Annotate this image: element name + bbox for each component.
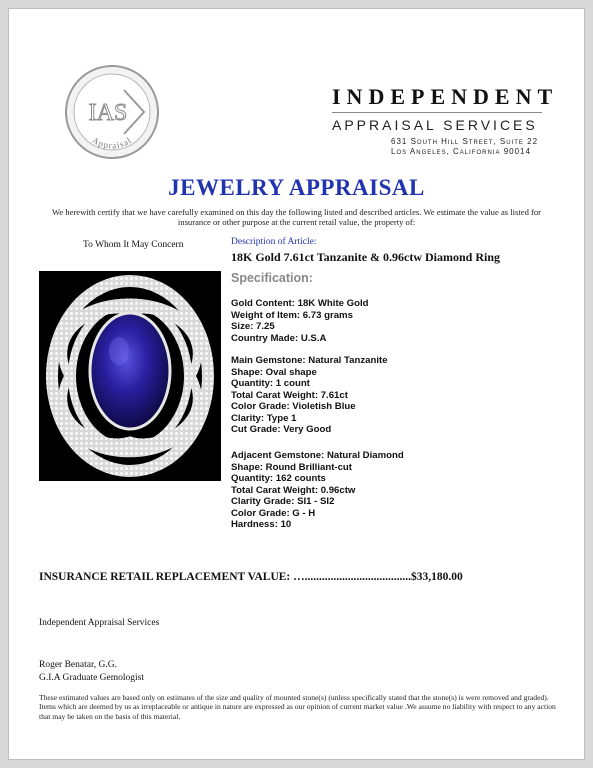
spec-line: Shape: Oval shape xyxy=(231,366,317,378)
ias-logo xyxy=(64,64,160,160)
insurance-value: INSURANCE RETAIL REPLACEMENT VALUE: ….....................................$33,180.00 xyxy=(39,571,463,583)
spec-line: Quantity: 1 count xyxy=(231,378,310,389)
spec-line: Total Carat Weight: 0.96ctw xyxy=(231,484,356,496)
company-subtitle: APPRAISAL SERVICES xyxy=(332,117,538,133)
spec-line: Hardness: 10 xyxy=(231,519,292,530)
spec-line: Total Carat Weight: 7.61ct xyxy=(231,389,348,401)
signer-title: G.I.A Graduate Gemologist xyxy=(39,673,145,683)
spec-line: Adjacent Gemstone: Natural Diamond xyxy=(231,450,404,461)
header-divider xyxy=(332,112,542,113)
spec-line: Size: 7.25 xyxy=(231,321,275,332)
specification-heading: Specification: xyxy=(231,271,313,285)
spec-general xyxy=(231,298,369,344)
spec-line: Color Grade: G - H xyxy=(231,507,316,519)
address-line-2: Los Angeles, California 90014 xyxy=(391,147,531,156)
disclaimer: These estimated values are based only on estimates of the size and quality of mounted stone(s) (unless specifically stated that the stone(s) is were removed and graded). Items which are deemed by us as irreplaceable or antique in nature are expressed as our opinion of current market value .We assume no liability with respect to any action that may be taken on the basis of this material. xyxy=(39,693,556,721)
signer-name: Roger Benatar, G.G. xyxy=(39,660,117,670)
certification-text: We herewith certify that we have carefully examined on this day the following listed and described articles. We estimate the value as listed for insurance or other purpose at the current retail value, the property of: xyxy=(51,207,542,227)
spec-line: Country Made: U.S.A xyxy=(231,332,327,344)
logo-seal-icon xyxy=(64,64,160,160)
spec-line: Cut Grade: Very Good xyxy=(231,424,332,435)
article-title: 18K Gold 7.61ct Tanzanite & 0.96ctw Diamond Ring xyxy=(231,250,501,264)
ring-image xyxy=(39,271,221,481)
address-line-1: 631 South Hill Street, Suite 22 xyxy=(391,137,539,146)
spec-line: Quantity: 162 counts xyxy=(231,473,326,484)
description-label: Description of Article: xyxy=(231,237,317,247)
spec-main-gemstone xyxy=(231,355,388,436)
logo-ring-text: Appraisal xyxy=(90,134,134,151)
spec-line: Shape: Round Brilliant-cut xyxy=(231,461,352,473)
footer-company: Independent Appraisal Services xyxy=(39,618,160,628)
spec-line: Main Gemstone: Natural Tanzanite xyxy=(231,355,388,366)
spec-line: Color Grade: Violetish Blue xyxy=(231,401,356,412)
spec-line: Weight of Item: 6.73 grams xyxy=(231,309,353,321)
logo-text: IAS xyxy=(88,100,128,126)
ring-photo xyxy=(39,271,221,481)
spec-adjacent-gemstone xyxy=(231,450,404,531)
company-name: INDEPENDENT xyxy=(332,84,559,109)
spec-line: Clarity Grade: SI1 - SI2 xyxy=(231,496,335,507)
recipient: To Whom It May Concern xyxy=(83,240,184,250)
spec-line: Clarity: Type 1 xyxy=(231,412,297,424)
appraisal-sheet xyxy=(8,8,585,760)
spec-line: Gold Content: 18K White Gold xyxy=(231,298,369,309)
document-title: JEWELRY APPRAISAL xyxy=(168,175,425,200)
